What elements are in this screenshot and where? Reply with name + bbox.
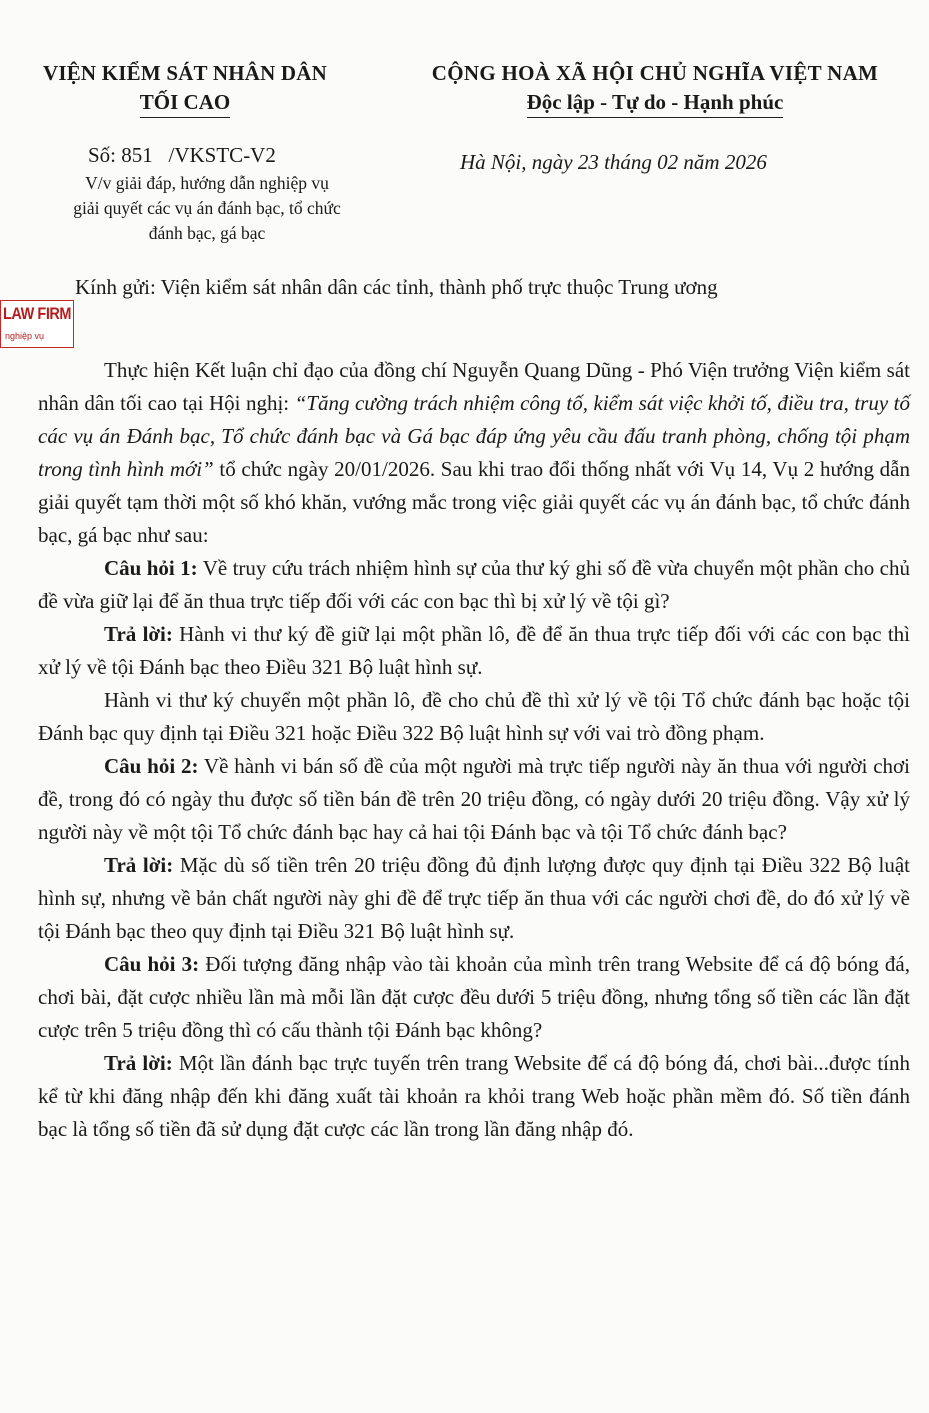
document-subject — [22, 171, 392, 246]
document-number: Số: 851 /VKSTC-V2 — [88, 143, 276, 167]
law-firm-stamp — [0, 300, 74, 348]
conference-title: “Tăng cường trách nhiệm công tố, kiểm sát việc khởi tố, điều tra, truy tố các vụ án Đánh bạc, Tổ chức đánh bạc và Gá bạc đáp ứng yêu cầu đấu tranh phòng, chống tội phạm trong tình hình mới” — [38, 391, 910, 481]
question-2 — [38, 750, 910, 849]
intro-text-continued: tổ chức ngày 20/01/2026. Sau khi trao đổi thống nhất với Vụ 14, Vụ 2 hướng dẫn giải quyết tạm thời một số khó khăn, vướng mắc trong việc giải quyết các vụ án đánh bạc, tổ chức đánh bạc, gá bạc như sau: — [38, 457, 910, 547]
date-value: 23 tháng 02 năm 2026 — [577, 150, 767, 174]
date-line — [460, 150, 767, 175]
question-text: Đối tượng đăng nhập vào tài khoản của mình trên trang Website để cá độ bóng đá, chơi bài, đặt cược nhiều lần mà mỗi lần đặt cược đều dưới 5 triệu đồng, nhưng tổng số tiền các lần đặt cược trên 5 triệu đồng thì có cấu thành tội Đánh bạc không? — [38, 952, 910, 1042]
document-body — [38, 354, 910, 1146]
date-prefix: Hà Nội, ngày — [460, 150, 578, 174]
answer-label: Trả lời: — [104, 853, 174, 877]
question-label: Câu hỏi 3: — [104, 952, 200, 976]
answer-text: Hành vi thư ký đề giữ lại một phần lô, đề để ăn thua trực tiếp đối với các con bạc thì xử lý về tội Đánh bạc theo Điều 321 Bộ luật hình sự. — [38, 622, 910, 679]
question-1 — [38, 552, 910, 618]
question-3 — [38, 948, 910, 1047]
agency-name-line2: TỐI CAO — [140, 88, 230, 118]
answer-1-continued: Hành vi thư ký chuyển một phần lô, đề cho chủ đề thì xử lý về tội Tổ chức đánh bạc hoặc tội Đánh bạc quy định tại Điều 321 hoặc Điều 322 Bộ luật hình sự với vai trò đồng phạm. — [38, 688, 910, 745]
question-text: Về truy cứu trách nhiệm hình sự của thư ký ghi số đề vừa chuyển một phần cho chủ đề vừa giữ lại để ăn thua trực tiếp đối với các con bạc thì bị xử lý về tội gì? — [38, 556, 910, 613]
answer-label: Trả lời: — [104, 622, 173, 646]
subject-line: đánh bạc, gá bạc — [148, 223, 266, 243]
intro-paragraph — [38, 354, 910, 552]
issuing-agency — [20, 58, 350, 118]
answer-text: Mặc dù số tiền trên 20 triệu đồng đủ định lượng được quy định tại Điều 322 Bộ luật hình sự, nhưng về bản chất người này ghi đề để trực tiếp ăn thua với các người chơi đề, do đó xử lý về tội Đánh bạc theo quy định tại Điều 321 Bộ luật hình sự. — [38, 853, 910, 943]
agency-name-line1: VIỆN KIỂM SÁT NHÂN DÂN — [42, 61, 328, 85]
recipient-line: Kính gửi: Viện kiểm sát nhân dân các tỉnh, thành phố trực thuộc Trung ương — [75, 275, 718, 299]
subject-line: giải quyết các vụ án đánh bạc, tổ chức — [73, 198, 341, 218]
stamp-subtitle: nghiệp vụ — [5, 331, 45, 341]
subject-line: V/v giải đáp, hướng dẫn nghiệp vụ — [85, 173, 329, 193]
answer-2 — [38, 849, 910, 948]
answer-label: Trả lời: — [104, 1051, 173, 1075]
national-header — [400, 58, 910, 118]
answer-1 — [38, 618, 910, 684]
question-label: Câu hỏi 1: — [104, 556, 198, 580]
answer-text: Một lần đánh bạc trực tuyến trên trang Website để cá độ bóng đá, chơi bài...được tính kể từ khi đăng nhập đến khi đăng xuất tài khoản ra khỏi trang Web hoặc phần mềm đó. Số tiền đánh bạc là tổng số tiền đã sử dụng đặt cược các lần trong lần đăng nhập đó. — [38, 1051, 911, 1141]
stamp-title: LAW FIRM — [3, 304, 72, 323]
answer-3 — [38, 1047, 910, 1146]
national-motto: Độc lập - Tự do - Hạnh phúc — [527, 88, 784, 118]
nation-title: CỘNG HOÀ XÃ HỘI CHỦ NGHĨA VIỆT NAM — [431, 61, 879, 85]
question-label: Câu hỏi 2: — [104, 754, 199, 778]
question-text: Về hành vi bán số đề của một người mà trực tiếp người này ăn thua với người chơi đề, trong đó có ngày thu được số tiền bán đề trên 20 triệu đồng, có ngày dưới 20 triệu đồng. Vậy xử lý người này về một tội Tổ chức đánh bạc hay cả hai tội Đánh bạc và tội Tổ chức đánh bạc? — [38, 754, 910, 844]
intro-text: Thực hiện Kết luận chỉ đạo của đồng chí Nguyễn Quang Dũng - Phó Viện trưởng Viện kiểm sát nhân dân tối cao tại Hội nghị: — [38, 358, 910, 415]
